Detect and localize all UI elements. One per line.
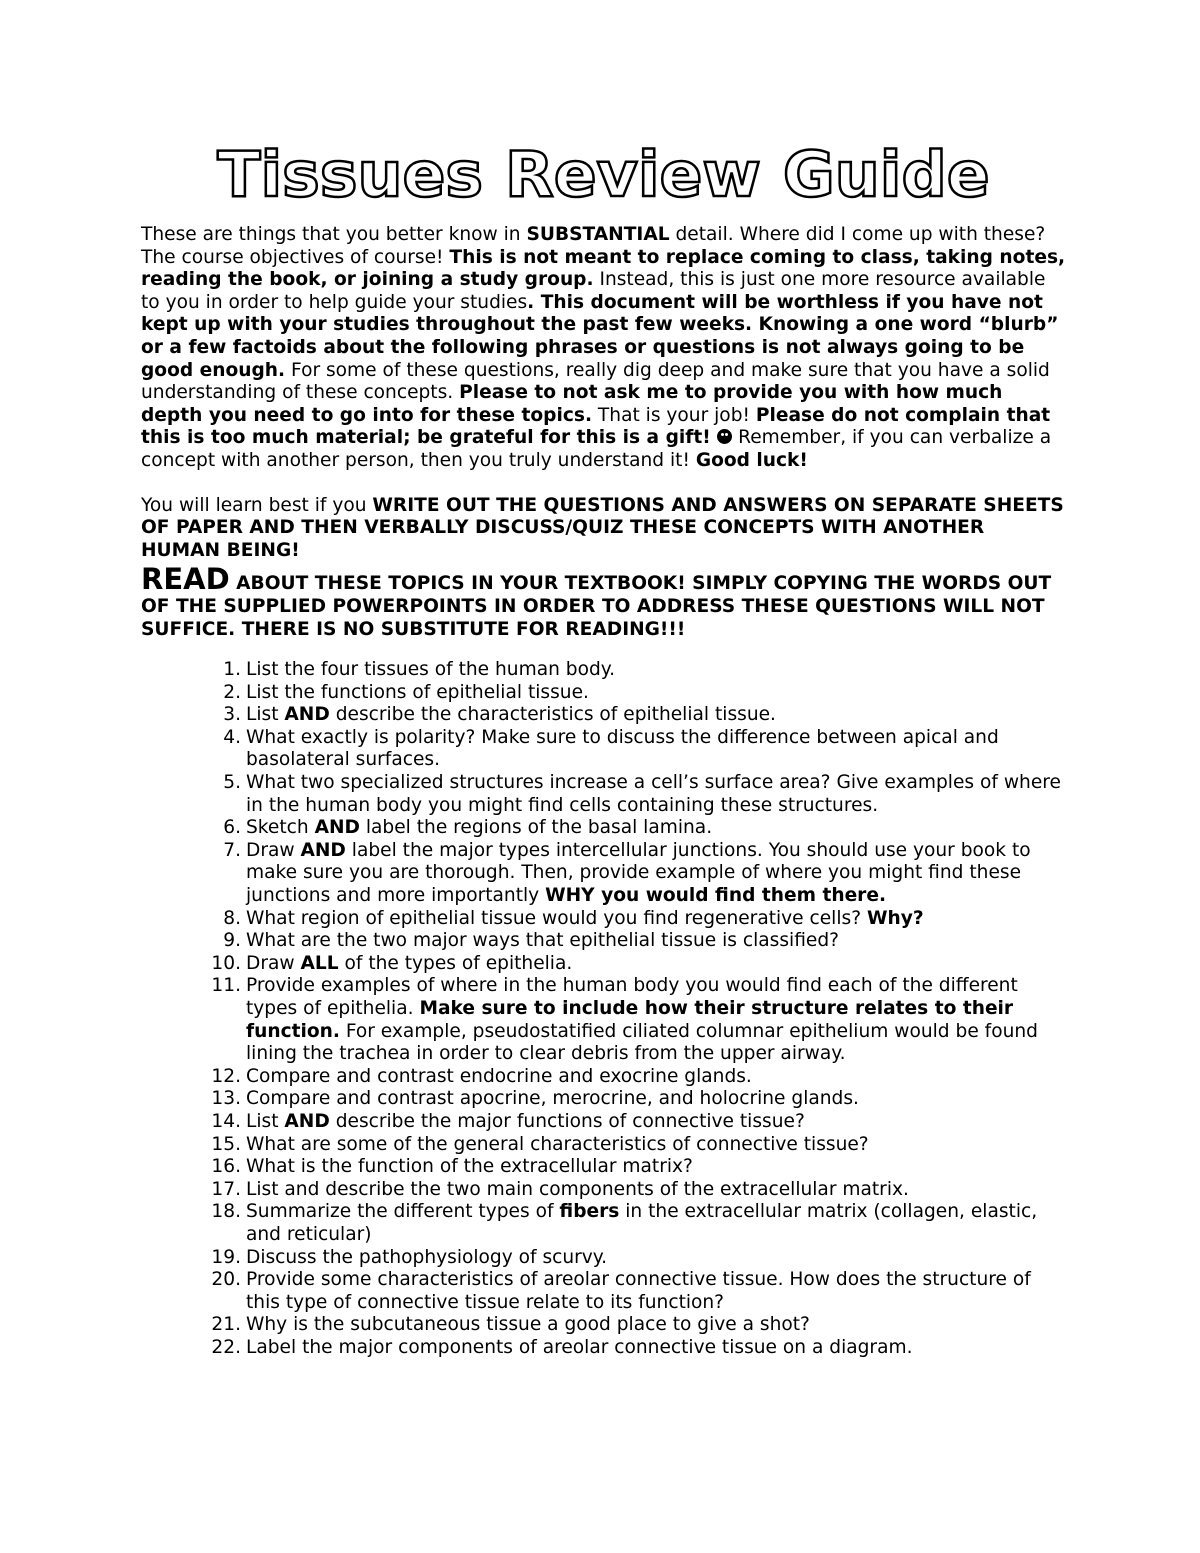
- question-bold-text: fibers: [559, 1201, 620, 1223]
- question-text: label the regions of the basal lamina.: [359, 817, 713, 839]
- question-number: 6.: [223, 817, 241, 839]
- intro-bold-text: Please do not complain that this is too much material; be grateful for this is a gift!: [141, 404, 1051, 449]
- question-bold-text: WHY you would find them there.: [545, 885, 887, 907]
- question-item: [141, 908, 1066, 931]
- question-text: describe the characteristics of epithelial tissue.: [329, 704, 776, 726]
- question-item: [141, 1314, 1066, 1337]
- question-number: 19.: [211, 1246, 241, 1268]
- write-out-text: You will learn best if you: [141, 494, 373, 516]
- question-text: List: [246, 1110, 285, 1132]
- question-number: 2.: [223, 681, 241, 703]
- question-list: [141, 659, 1066, 1359]
- question-text: List the four tissues of the human body.: [246, 659, 616, 681]
- question-number: 18.: [211, 1201, 241, 1223]
- question-text: Provide examples of where in the human body you would find each of the different types of epithelia.: [246, 975, 1018, 1019]
- question-text: Label the major components of areolar connective tissue on a diagram.: [246, 1336, 913, 1358]
- question-text: For example, pseudostatified ciliated columnar epithelium would be found lining the trachea in order to clear debris from the upper airway.: [246, 1020, 1038, 1065]
- question-item: [141, 1337, 1066, 1360]
- question-item: [141, 682, 1066, 705]
- question-number: 21.: [211, 1314, 241, 1336]
- question-number: 12.: [211, 1065, 241, 1087]
- write-out-paragraph: [141, 495, 1066, 563]
- question-bold-text: Make sure to include how their structure relates to their function.: [246, 998, 1014, 1042]
- question-item: [141, 1088, 1066, 1111]
- question-number: 1.: [223, 659, 241, 681]
- question-text: List and describe the two main components of the extracellular matrix.: [246, 1178, 909, 1200]
- question-number: 7.: [223, 839, 241, 861]
- intro-text: detail. Where did I come up with these? The course objectives of course!: [141, 224, 1046, 268]
- question-number: 4.: [223, 726, 241, 748]
- question-text: What region of epithelial tissue would you find regenerative cells?: [246, 907, 867, 929]
- question-text: What are some of the general characteristics of connective tissue?: [246, 1133, 869, 1155]
- intro-text: For some of these questions, really dig deep and make sure that you have a solid understanding of these concepts.: [141, 359, 1050, 404]
- question-text: List: [246, 704, 285, 726]
- document-page: [141, 130, 1066, 1360]
- question-text: Draw: [246, 952, 301, 974]
- question-number: 8.: [223, 907, 241, 929]
- question-item: [141, 704, 1066, 727]
- question-number: 15.: [211, 1133, 241, 1155]
- question-text: Why is the subcutaneous tissue a good place to give a shot?: [246, 1314, 810, 1336]
- question-number: 17.: [211, 1178, 241, 1200]
- read-text: ABOUT THESE TOPICS IN YOUR TEXTBOOK! SIMPLY COPYING THE WORDS OUT OF THE SUPPLIED POWERPOINTS IN ORDER TO ADDRESS THESE QUESTIONS WILL NOT SUFFICE. THERE IS NO SUBSTITUTE FOR READING!!!: [141, 573, 1052, 640]
- question-item: [141, 930, 1066, 953]
- question-bold-text: AND: [314, 817, 360, 839]
- question-number: 11.: [211, 975, 241, 997]
- question-text: What exactly is polarity? Make sure to discuss the difference between apical and basolateral surfaces.: [246, 726, 999, 771]
- question-item: [141, 840, 1066, 908]
- intro-bold-text: . This document will be worthless if you have not kept up with your studies throughout the past few weeks. Knowing a one word “blurb” or a few factoids about the following phrases or questions is not always going to be good enough.: [141, 291, 1059, 381]
- question-text: of the types of epithelia.: [338, 952, 573, 974]
- question-item: [141, 1156, 1066, 1179]
- question-item: [141, 975, 1066, 1065]
- intro-bold-text: Please to not ask me to provide you with how much depth you need to go into for these topics.: [141, 382, 1003, 426]
- question-text: Compare and contrast apocrine, merocrine, and holocrine glands.: [246, 1088, 859, 1110]
- question-item: [141, 1269, 1066, 1314]
- question-item: [141, 1134, 1066, 1157]
- question-bold-text: AND: [284, 704, 330, 726]
- question-item: [141, 1201, 1066, 1246]
- question-text: What is the function of the extracellular matrix?: [246, 1156, 693, 1178]
- question-item: [141, 659, 1066, 682]
- intro-bold-text: This is not meant to replace coming to class, taking notes, reading the book, or joining a study group.: [141, 246, 1066, 291]
- question-number: 16.: [211, 1156, 241, 1178]
- question-text: Provide some characteristics of areolar connective tissue. How does the structure of this type of connective tissue relate to its function?: [246, 1269, 1031, 1313]
- write-out-bold-text: WRITE OUT THE QUESTIONS AND ANSWERS ON SEPARATE SHEETS OF PAPER AND THEN VERBALLY DISCUSS/QUIZ THESE CONCEPTS WITH ANOTHER HUMAN BEING!: [141, 494, 1064, 561]
- question-text: Discuss the pathophysiology of scurvy.: [246, 1246, 608, 1268]
- intro-bold-text: SUBSTANTIAL: [526, 224, 670, 245]
- question-bold-text: ALL: [300, 952, 339, 974]
- intro-text: That is your job!: [592, 404, 756, 426]
- question-item: [141, 953, 1066, 976]
- intro-bold-text: Good luck!: [695, 449, 808, 471]
- question-bold-text: Why?: [866, 907, 924, 929]
- intro-text: Remember, if you can verbalize a concept with another person, then you truly understand it!: [141, 427, 1052, 471]
- question-bold-text: AND: [300, 839, 346, 861]
- question-item: [141, 772, 1066, 817]
- question-text: in the extracellular matrix (collagen, elastic, and reticular): [246, 1201, 1038, 1245]
- question-number: 20.: [211, 1269, 241, 1291]
- paragraph-gap: [141, 473, 1066, 495]
- read-paragraph: [141, 562, 1066, 641]
- question-number: 9.: [223, 930, 241, 952]
- question-text: List the functions of epithelial tissue.: [246, 681, 589, 703]
- question-text: Compare and contrast endocrine and exocrine glands.: [246, 1065, 752, 1087]
- smiley-icon: [717, 429, 732, 444]
- question-number: 22.: [211, 1336, 241, 1358]
- question-item: [141, 817, 1066, 840]
- question-text: Sketch: [246, 817, 315, 839]
- question-number: 3.: [223, 704, 241, 726]
- question-text: describe the major functions of connective tissue?: [329, 1110, 805, 1132]
- question-item: [141, 1066, 1066, 1089]
- question-item: [141, 1179, 1066, 1202]
- question-number: 14.: [211, 1110, 241, 1132]
- question-number: 5.: [223, 772, 241, 794]
- question-item: [141, 727, 1066, 772]
- question-bold-text: AND: [284, 1110, 330, 1132]
- read-emphasis: READ: [141, 562, 230, 597]
- question-item: [141, 1111, 1066, 1134]
- question-number: 10.: [211, 952, 241, 974]
- intro-text: Instead, this is just one more resource available to you in order to help guide your studies: [141, 269, 1046, 313]
- question-text: Draw: [246, 839, 301, 861]
- page-title: Tissues Review Guide: [217, 138, 990, 211]
- question-number: 13.: [211, 1088, 241, 1110]
- question-item: [141, 1247, 1066, 1270]
- question-text: label the major types intercellular junctions. You should use your book to make sure you are thorough. Then, provide example of where you might find these junctions and more importantly: [246, 839, 1031, 907]
- question-text: What are the two major ways that epithelial tissue is classified?: [246, 930, 840, 952]
- question-text: What two specialized structures increase a cell’s surface area? Give examples of where in the human body you might find cells containing these structures.: [246, 772, 1061, 816]
- question-text: Summarize the different types of: [246, 1201, 560, 1223]
- intro-text: These are things that you better know in: [141, 224, 527, 245]
- intro-paragraph: [141, 224, 1066, 473]
